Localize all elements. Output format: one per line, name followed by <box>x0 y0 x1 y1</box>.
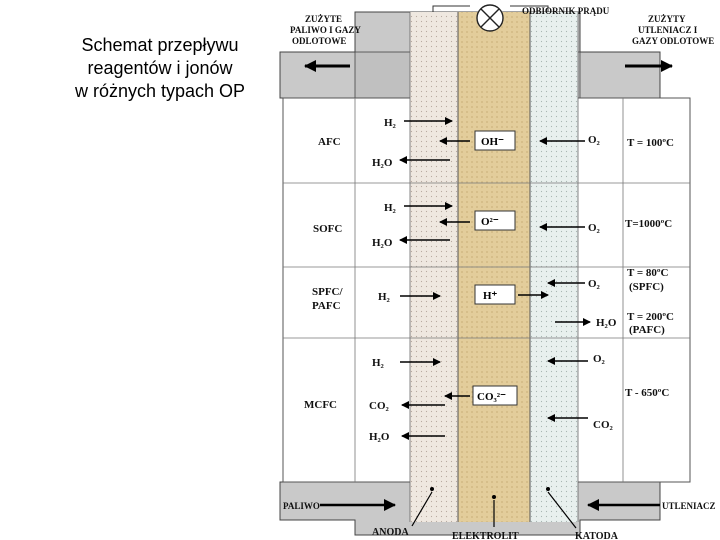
oxidant-exhaust-label: GAZY ODLOTOWE <box>632 36 715 46</box>
afc-anode-in: H₂ <box>384 117 396 129</box>
afc-cathode: O₂ <box>588 134 600 146</box>
sofc-cathode: O₂ <box>588 222 600 234</box>
afc-temperature: T = 100ºC <box>627 137 674 149</box>
row-name-sofc: SOFC <box>313 223 343 235</box>
row-name-afc: AFC <box>318 136 341 148</box>
mcfc-anode-out2: H₂O <box>369 431 390 443</box>
caption-line: Schemat przepływu <box>81 35 239 55</box>
oxidant-inlet-label: UTLENIACZ <box>662 501 716 511</box>
sofc-anode-out: H₂O <box>372 237 393 249</box>
row-name-pafc: PAFC <box>312 300 341 312</box>
sofc-temperature: T=1000ºC <box>625 218 673 230</box>
spfc-cathode-in: O₂ <box>588 278 600 290</box>
pafc-temp2: T = 200ºC <box>627 311 674 323</box>
sofc-ion: O²⁻ <box>481 216 499 228</box>
fuel-exhaust-label: ODLOTOWE <box>292 36 347 46</box>
mcfc-ion: CO₃²⁻ <box>477 391 506 403</box>
mcfc-cathode-in2: CO₂ <box>593 419 613 431</box>
caption-line: reagentów i jonów <box>87 58 233 78</box>
caption-line: w różnych typach OP <box>74 81 246 101</box>
fuel-exhaust-label: ZUŻYTE <box>305 14 343 24</box>
electrolyte-label: ELEKTROLIT <box>452 531 519 540</box>
anode-label: ANODA <box>372 527 409 538</box>
spfc-ion: H⁺ <box>483 290 498 302</box>
oxidant-exhaust-label: ZUŻYTY <box>648 14 686 24</box>
fuel-inlet-label: PALIWO <box>283 501 320 511</box>
spfc-temp1-note: (SPFC) <box>629 281 664 293</box>
mcfc-anode-out1: CO₂ <box>369 400 389 412</box>
spfc-cathode-out: H₂O <box>596 317 617 329</box>
oxidant-exhaust-label: UTLENIACZ I <box>638 25 698 35</box>
afc-ion: OH⁻ <box>481 136 504 148</box>
afc-anode-out: H₂O <box>372 157 393 169</box>
fuel-exhaust-label: PALIWO I GAZY <box>290 25 361 35</box>
mcfc-temperature: T - 650ºC <box>625 387 670 399</box>
pafc-temp2-note: (PAFC) <box>629 324 665 336</box>
mcfc-cathode-in1: O₂ <box>593 353 605 365</box>
row-name-mcfc: MCFC <box>304 399 337 411</box>
mcfc-anode-in: H₂ <box>372 357 384 369</box>
load-icon <box>477 5 503 31</box>
row-name-spfc: SPFC/ <box>312 286 343 298</box>
sofc-anode-in: H₂ <box>384 202 396 214</box>
cathode-label: KATODA <box>575 531 618 540</box>
spfc-temp1: T = 80ºC <box>627 267 669 279</box>
spfc-anode-in: H₂ <box>378 291 390 303</box>
load-label: ODBIORNIK PRĄDU <box>522 6 610 16</box>
